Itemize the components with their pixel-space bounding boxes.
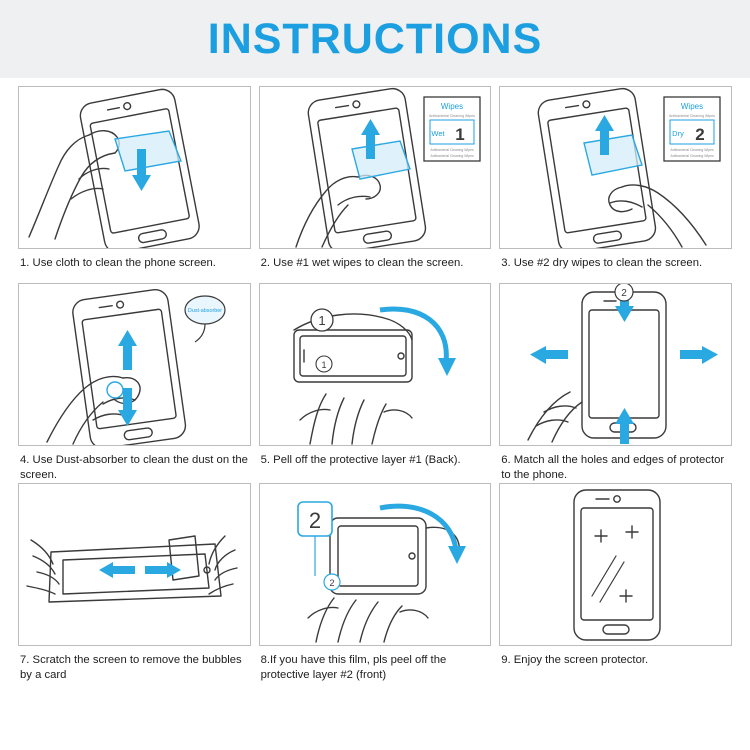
svg-text:Wipes: Wipes (681, 102, 704, 111)
steps-grid (0, 78, 750, 750)
wipes-packet-wet (424, 97, 480, 161)
dust-absorber-sticker-phone-icon (19, 284, 250, 445)
svg-text:2: 2 (308, 508, 321, 534)
page-title: INSTRUCTIONS (207, 14, 543, 63)
dust-absorber-sticker (185, 296, 225, 342)
svg-text:Antibacterial Cleaning Wipes: Antibacterial Cleaning Wipes (428, 114, 475, 118)
arrow-left-icon (99, 562, 135, 578)
svg-text:Wet: Wet (430, 129, 445, 138)
svg-text:Antibacterial Cleaning Wipes: Antibacterial Cleaning Wipes (429, 148, 474, 152)
step-cell-3 (495, 86, 736, 283)
sparkle-icon (595, 526, 638, 602)
step-cell-8 (255, 483, 496, 683)
step-illustration-8 (259, 483, 492, 646)
badge-1-circle (311, 309, 333, 331)
step-caption-3: 3. Use #2 dry wipes to clean the screen. (501, 257, 703, 269)
badge-2-small-circle (324, 574, 340, 590)
steps-row-1 (14, 86, 736, 283)
svg-text:Antibacterial Cleaning Wipes: Antibacterial Cleaning Wipes (669, 114, 716, 118)
step-illustration-3 (499, 86, 732, 249)
svg-text:Dry: Dry (672, 129, 685, 138)
peel-layer-1-back-icon (260, 284, 491, 445)
step-caption-2: 2. Use #1 wet wipes to clean the screen. (260, 257, 464, 269)
badge-2-circle (298, 502, 332, 536)
step-cell-2 (255, 86, 496, 283)
step-illustration-7 (18, 483, 251, 646)
step-illustration-6 (499, 283, 732, 446)
step-caption-9: 9. Enjoy the screen protector. (501, 654, 649, 667)
svg-text:2: 2 (621, 288, 627, 299)
step-caption-8: 8.If you have this film, pls peel off the protective layer #2 (front) (260, 654, 447, 682)
svg-text:1: 1 (454, 125, 465, 144)
badge-1-small-circle (316, 356, 332, 372)
arrow-left-icon (530, 346, 568, 364)
step-illustration-9 (499, 483, 732, 646)
step-caption-6: 6. Match all the holes and edges of protector to the phone. (501, 454, 725, 482)
step-cell-7 (14, 483, 255, 683)
arrow-up-icon (118, 330, 137, 370)
svg-text:2: 2 (695, 125, 705, 144)
finished-phone-sparkle-icon (500, 484, 731, 645)
step-cell-4 (14, 283, 255, 483)
wet-wipe-packet-phone-icon (260, 87, 491, 248)
svg-text:2: 2 (329, 578, 335, 589)
header-band (0, 0, 750, 78)
badge-2-circle (615, 284, 633, 301)
step-illustration-5 (259, 283, 492, 446)
step-illustration-1 (18, 86, 251, 249)
step-illustration-2 (259, 86, 492, 249)
step-cell-5 (255, 283, 496, 483)
svg-text:Antibacterial Cleaning Wipes: Antibacterial Cleaning Wipes (429, 154, 474, 158)
svg-text:Antibacterial Cleaning Wipes: Antibacterial Cleaning Wipes (670, 154, 714, 158)
step-cell-9 (495, 483, 736, 683)
step-caption-7: 7. Scratch the screen to remove the bubbles by a card (20, 654, 242, 682)
arrow-right-icon (680, 346, 718, 364)
step-caption-4: 4. Use Dust-absorber to clean the dust on the screen. (20, 454, 248, 482)
step-caption-5: 5. Pell off the protective layer #1 (Back). (260, 454, 461, 466)
arrow-right-icon (145, 562, 181, 578)
step-illustration-4 (18, 283, 251, 446)
svg-text:Dust-absorber: Dust-absorber (187, 308, 223, 314)
dry-wipe-packet-phone-icon (500, 87, 731, 248)
peel-layer-2-front-icon (260, 484, 491, 645)
step-cell-1 (14, 86, 255, 283)
step-caption-1: 1. Use cloth to clean the phone screen. (20, 257, 216, 269)
svg-text:1: 1 (321, 360, 327, 370)
hand-cloth-wiping-phone-icon (19, 87, 250, 248)
arrow-down-icon (118, 388, 137, 426)
wipes-title: Wipes (440, 102, 463, 111)
wipes-packet-dry (664, 97, 720, 161)
arrow-curve-icon (438, 358, 456, 376)
steps-row-3 (14, 483, 736, 683)
step-cell-6 (495, 283, 736, 483)
svg-text:Antibacterial Cleaning Wipes: Antibacterial Cleaning Wipes (670, 148, 714, 152)
steps-row-2 (14, 283, 736, 483)
arrow-curve-icon (448, 546, 466, 564)
squeegee-card-bubbles-icon (19, 484, 250, 645)
align-protector-arrows-icon (500, 284, 731, 445)
svg-text:1: 1 (317, 313, 326, 328)
